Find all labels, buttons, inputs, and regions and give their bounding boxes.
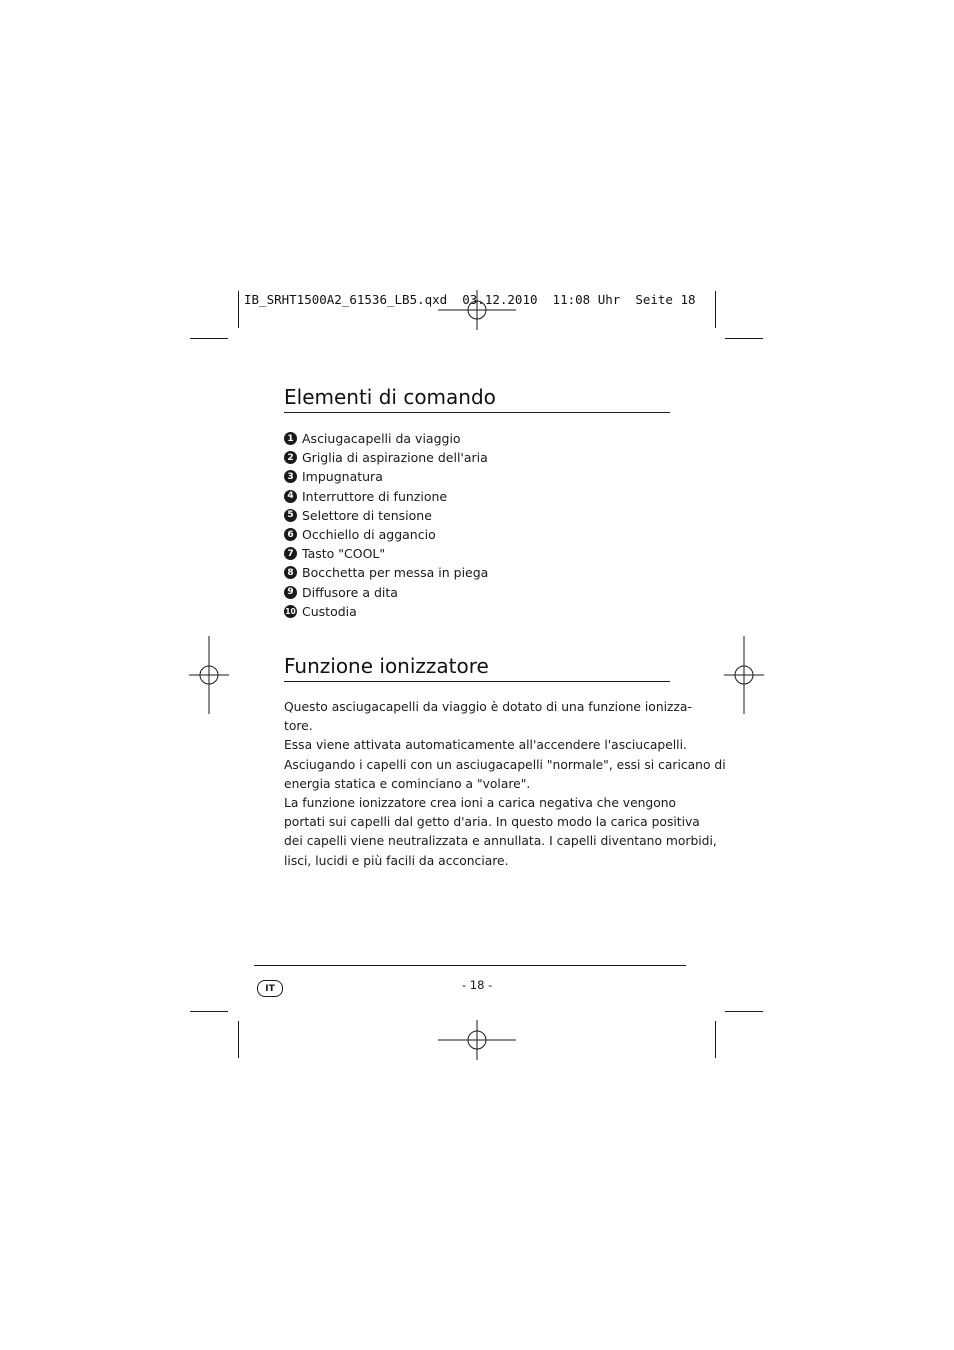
controls-list [284,429,488,621]
footer-rule [254,965,686,966]
item-label: Diffusore a dita [302,584,398,600]
item-label: Custodia [302,603,357,619]
print-slug: IB_SRHT1500A2_61536_LB5.qxd 03.12.2010 11:08 Uhr Seite 18 [244,292,696,307]
item-number-badge: 7 [284,547,297,560]
item-label: Tasto "COOL" [302,546,386,562]
crop-mark-icon [715,291,716,328]
item-label: Bocchetta per messa in piega [302,565,489,581]
item-number-badge: 4 [284,490,297,503]
text-line: lisci, lucidi e più facili da acconciare. [284,853,509,868]
page-number: - 18 - [462,978,493,992]
text-line: energia statica e cominciano a "volare". [284,776,531,791]
crop-mark-icon [238,1021,239,1058]
crop-mark-icon [715,1021,716,1058]
list-item [284,448,488,467]
section-rule [284,412,670,413]
item-number-badge: 6 [284,528,297,541]
item-number-badge: 5 [284,509,297,522]
item-number-badge: 10 [285,606,296,616]
text-line: portati sui capelli dal getto d'aria. In questo modo la carica positiva [284,815,700,830]
text-line: Essa viene attivata automaticamente all'accendere l'asciucapelli. [284,738,687,753]
crosshair-circle-icon [189,636,229,714]
list-item [284,563,488,582]
list-item [284,467,488,486]
list-item [284,544,488,563]
list-item [284,525,488,544]
ionizer-paragraph [284,698,726,871]
text-line: Questo asciugacapelli da viaggio è dotato di una funzione ionizza- [284,700,692,714]
language-badge: IT [257,980,283,997]
item-number-badge: 8 [284,566,297,579]
section-title-ionizer: Funzione ionizzatore [284,654,489,678]
list-item [284,602,488,621]
list-item [284,429,488,448]
item-label: Impugnatura [302,469,383,485]
list-item [284,506,488,525]
text-line: dei capelli viene neutralizzata e annullata. I capelli diventano morbidi, [284,834,717,849]
text-line: Asciugando i capelli con un asciugacapelli "normale", essi si caricano di [284,757,726,772]
list-item [284,583,488,602]
item-number-badge: 1 [284,432,297,445]
item-label: Interruttore di funzione [302,488,448,504]
item-number-badge: 3 [284,470,297,483]
item-label: Occhiello di aggancio [302,527,436,543]
crop-mark-icon [190,1011,228,1012]
text-line: tore. [284,719,313,734]
crop-mark-icon [725,1011,763,1012]
item-number-badge: 9 [284,586,297,599]
crop-mark-icon [238,291,239,328]
crosshair-circle-icon [438,290,516,330]
item-label: Asciugacapelli da viaggio [302,431,461,447]
item-label: Griglia di aspirazione dell'aria [302,450,488,466]
section-rule [284,681,670,682]
text-line: La funzione ionizzatore crea ioni a carica negativa che vengono [284,796,677,811]
item-number-badge: 2 [284,451,297,464]
item-label: Selettore di tensione [302,507,432,523]
crosshair-circle-icon [724,636,764,714]
crop-mark-icon [725,338,763,339]
list-item [284,487,488,506]
crop-mark-icon [190,338,228,339]
crosshair-circle-icon [438,1020,516,1060]
section-title-controls: Elementi di comando [284,385,496,409]
